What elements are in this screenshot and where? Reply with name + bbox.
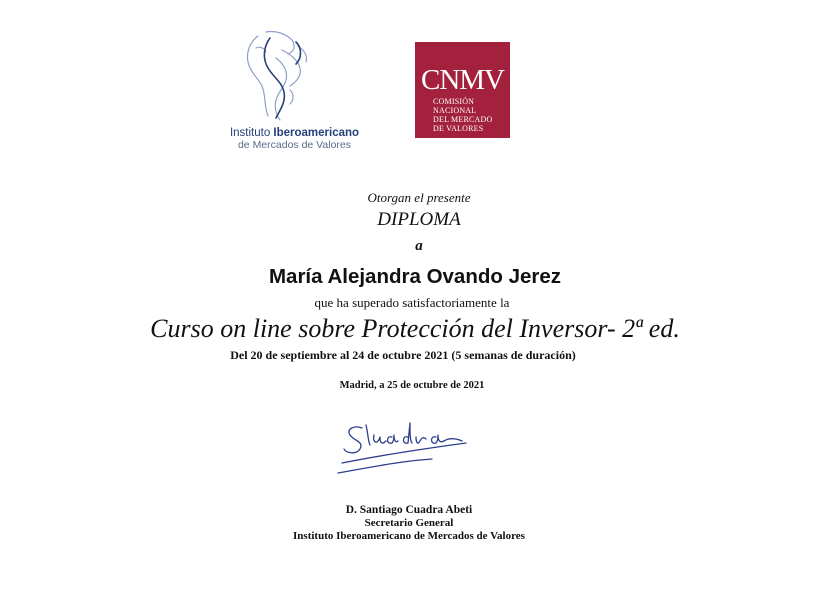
- cnmv-logo-abbreviation: CNMV: [420, 64, 504, 96]
- handwritten-signature: [332, 413, 472, 493]
- place-and-date: Madrid, a 25 de octubre de 2021: [339, 380, 485, 391]
- signatory-organization: Instituto Iberoamericano de Mercados de Valores: [293, 530, 525, 542]
- signatory-name: D. Santiago Cuadra Abeti: [345, 504, 473, 516]
- diploma-intro: Otorgan el presente: [367, 190, 471, 205]
- cnmv-logo-full-name: [433, 97, 509, 133]
- achievement-text: que ha superado satisfactoriamente la: [314, 295, 510, 310]
- cnmv-logo: [415, 42, 510, 138]
- course-title: Curso on line sobre Protección del Inversor- 2ª ed.: [150, 314, 680, 343]
- diploma-to: a: [415, 238, 423, 254]
- iim-logo-subtitle: de Mercados de Valores: [237, 139, 352, 151]
- cnmv-logo-line: COMISIÓN: [433, 97, 475, 106]
- americas-map-icon: [238, 28, 328, 126]
- course-dates: Del 20 de septiembre al 24 de octubre 2021 (5 semanas de duración): [230, 348, 576, 362]
- iim-logo: [200, 28, 380, 153]
- recipient-name: María Alejandra Ovando Jerez: [268, 265, 562, 288]
- iim-logo-name: Instituto Iberoamericano: [229, 127, 360, 139]
- cnmv-logo-line: DEL MERCADO: [433, 115, 493, 124]
- cnmv-logo-line: NACIONAL: [433, 106, 477, 115]
- diploma-title: DIPLOMA: [377, 209, 461, 230]
- cnmv-logo-line: DE VALORES: [433, 124, 484, 133]
- signatory-role: Secretario General: [364, 517, 454, 529]
